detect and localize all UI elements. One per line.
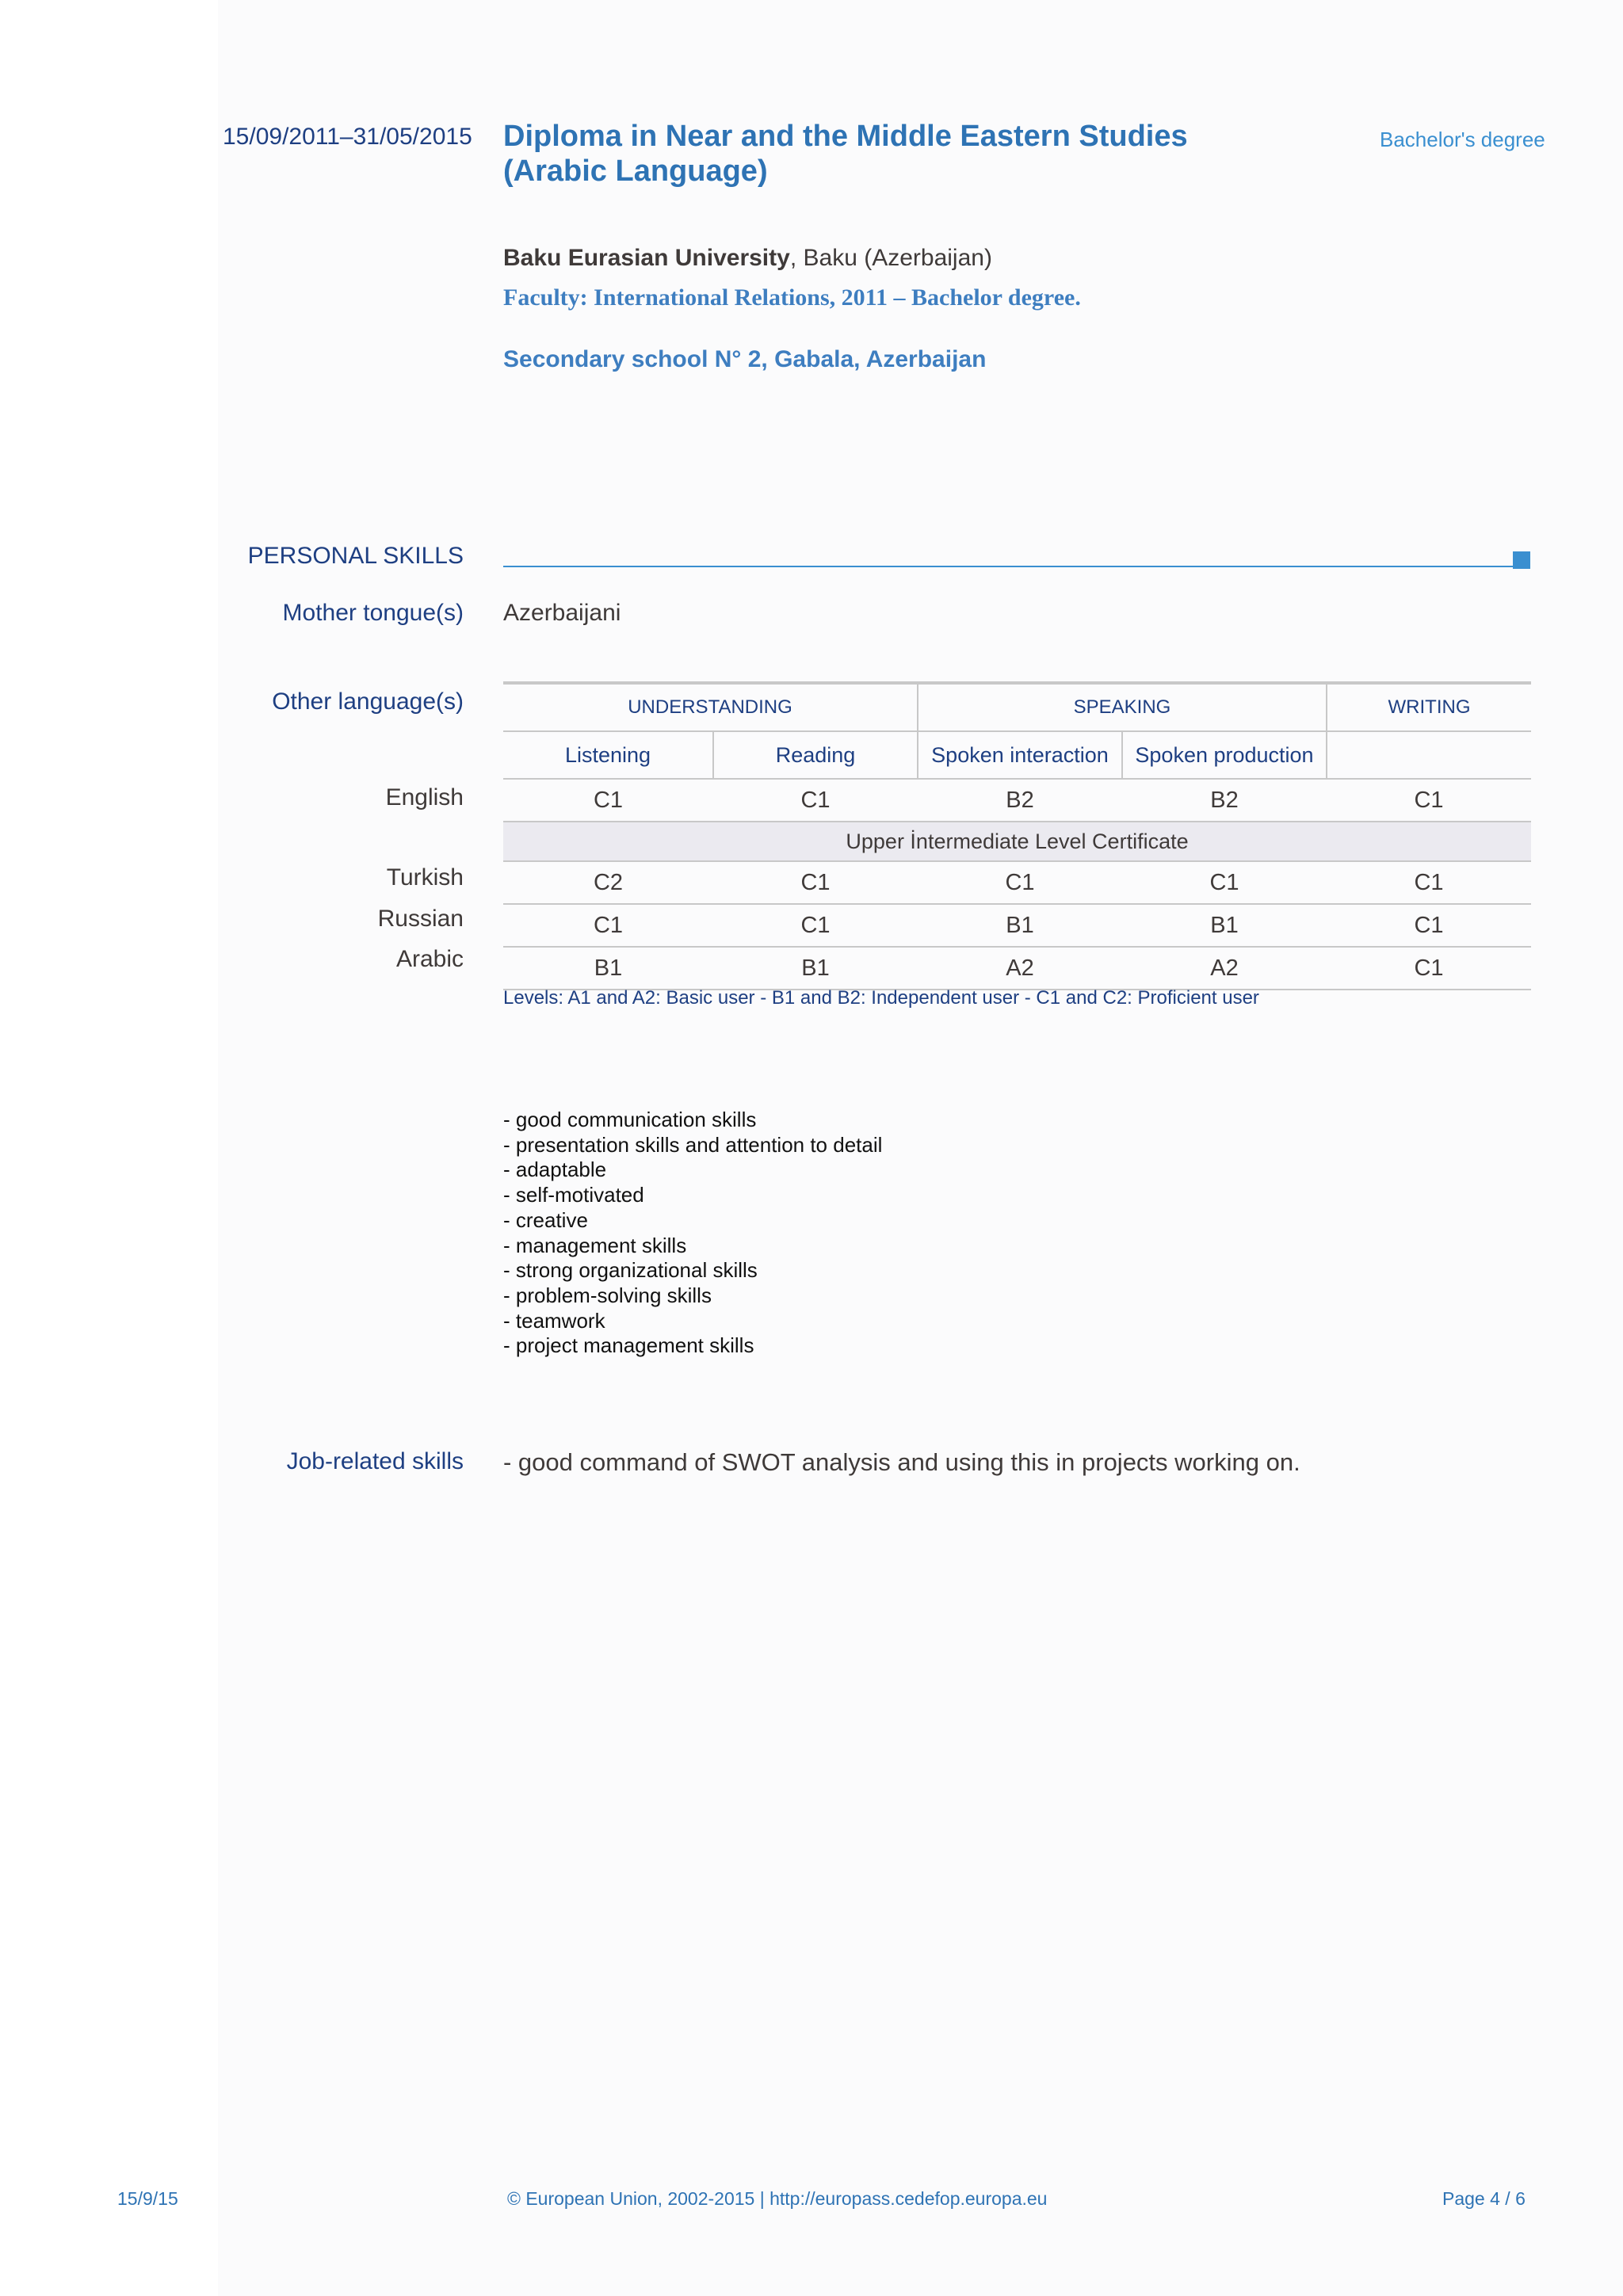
level-cell: C1 [1327, 861, 1531, 904]
education-institution [503, 245, 992, 272]
section-divider [503, 566, 1516, 567]
mother-tongue-label: Mother tongue(s) [282, 600, 464, 626]
education-title: Diploma in Near and the Middle Eastern Studies (Arabic Language) [503, 120, 1188, 188]
english-certificate: Upper İntermediate Level Certificate [503, 822, 1531, 861]
content-panel [218, 0, 1623, 2296]
subheader-spoken-production: Spoken production [1122, 731, 1327, 779]
language-name-english: English [385, 784, 464, 810]
level-cell: C1 [918, 861, 1122, 904]
level-cell: A2 [1122, 947, 1327, 990]
header-understanding: UNDERSTANDING [503, 683, 918, 731]
level-cell: B2 [918, 779, 1122, 822]
language-name-turkish: Turkish [386, 864, 464, 891]
section-marker [1513, 551, 1530, 569]
header-writing: WRITING [1327, 683, 1531, 731]
education-level-badge: Bachelor's degree [1380, 128, 1545, 151]
table-row-turkish [503, 861, 1531, 904]
subheader-spoken-interaction: Spoken interaction [918, 731, 1122, 779]
language-table [503, 681, 1531, 990]
education-date-range: 15/09/2011–31/05/2015 [223, 124, 472, 150]
footer-copyright: © European Union, 2002-2015 | http://europass.cedefop.europa.eu [507, 2188, 1048, 2209]
level-cell: B1 [713, 947, 918, 990]
table-subheader-row [503, 731, 1531, 779]
level-cell: C1 [713, 861, 918, 904]
list-item: - management skills [503, 1233, 687, 1257]
level-cell: B1 [918, 904, 1122, 947]
list-item: - adaptable [503, 1158, 607, 1182]
level-cell: C1 [1327, 779, 1531, 822]
list-item: - good communication skills [503, 1108, 757, 1131]
level-cell: C1 [503, 904, 713, 947]
institution-location: , Baku (Azerbaijan) [789, 245, 992, 271]
level-cell: C2 [503, 861, 713, 904]
language-name-arabic: Arabic [395, 946, 464, 972]
other-languages-label: Other language(s) [272, 688, 464, 715]
skills-list [503, 1108, 882, 1359]
level-cell: C1 [713, 904, 918, 947]
education-faculty: Faculty: International Relations, 2011 – Bachelor degree. [503, 284, 1081, 311]
list-item: - strong organizational skills [503, 1258, 758, 1283]
list-item: - problem-solving skills [503, 1283, 712, 1307]
table-row-arabic [503, 947, 1531, 990]
level-cell: C1 [713, 779, 918, 822]
level-cell: B1 [1122, 904, 1327, 947]
language-name-russian: Russian [377, 906, 464, 932]
list-item: - self-motivated [503, 1183, 644, 1207]
table-header-row [503, 683, 1531, 731]
level-cell: B1 [503, 947, 713, 990]
footer-page-number: Page 4 / 6 [1442, 2188, 1526, 2209]
header-speaking: SPEAKING [918, 683, 1327, 731]
section-title-personal-skills: PERSONAL SKILLS [247, 543, 464, 569]
table-row-certificate [503, 822, 1531, 861]
list-item: - creative [503, 1207, 588, 1232]
table-row-english [503, 779, 1531, 822]
job-related-skills-label: Job-related skills [286, 1448, 464, 1474]
subheader-reading: Reading [713, 731, 918, 779]
list-item: - project management skills [503, 1333, 754, 1358]
subheader-listening: Listening [503, 731, 713, 779]
level-cell: C1 [1327, 947, 1531, 990]
list-item: - teamwork [503, 1308, 605, 1333]
level-cell: C1 [1122, 861, 1327, 904]
level-cell: B2 [1122, 779, 1327, 822]
institution-name: Baku Eurasian University [503, 245, 790, 271]
level-cell: A2 [918, 947, 1122, 990]
level-cell: C1 [503, 779, 713, 822]
list-item: - presentation skills and attention to detail [503, 1132, 883, 1157]
education-secondary-school: Secondary school N° 2, Gabala, Azerbaijan [503, 346, 987, 372]
footer-date: 15/9/15 [117, 2188, 178, 2209]
levels-note: Levels: A1 and A2: Basic user - B1 and B2: Independent user - C1 and C2: Proficient user [503, 987, 1259, 1009]
table-row-russian [503, 904, 1531, 947]
subheader-writing [1327, 731, 1531, 779]
level-cell: C1 [1327, 904, 1531, 947]
mother-tongue-value: Azerbaijani [503, 600, 621, 626]
job-related-skills-value: - good command of SWOT analysis and using this in projects working on. [503, 1448, 1300, 1476]
